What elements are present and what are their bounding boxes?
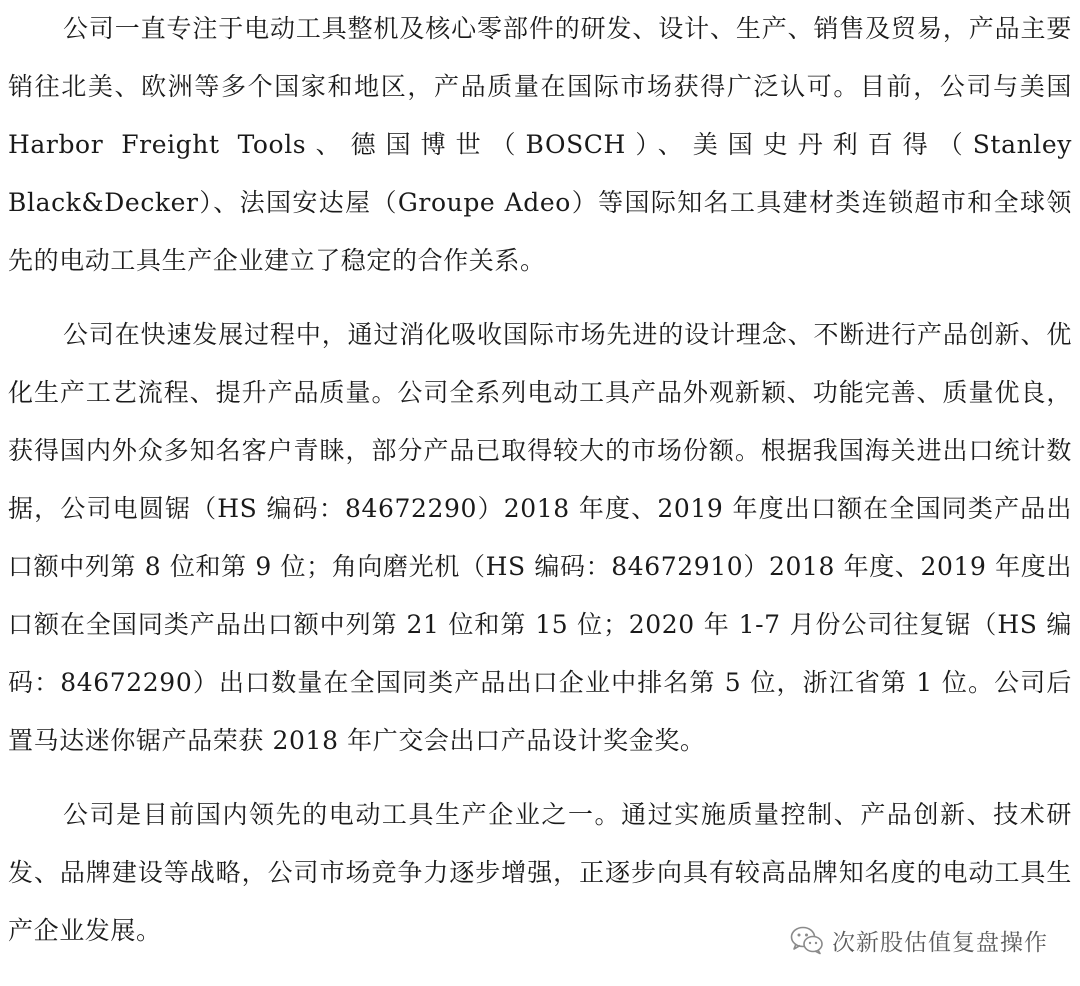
document-body	[8, 0, 1072, 960]
paragraph-market-share: 公司在快速发展过程中，通过消化吸收国际市场先进的设计理念、不断进行产品创新、优化生产工艺流程、提升产品质量。公司全系列电动工具产品外观新颖、功能完善、质量优良，获得国内外众多知名客户青睐，部分产品已取得较大的市场份额。根据我国海关进出口统计数据，公司电圆锯（HS 编码：84672290）2018 年度、2019 年度出口额在全国同类产品出口额中列第 8 位和第 9 位；角向磨光机（HS 编码：84672910）2018 年度、2019 年度出口额在全国同类产品出口额中列第 21 位和第 15 位；2020 年 1-7 月份公司往复锯（HS 编码：84672290）出口数量在全国同类产品出口企业中排名第 5 位，浙江省第 1 位。公司后置马达迷你锯产品荣获 2018 年广交会出口产品设计奖金奖。	[8, 320, 1072, 755]
paragraph-customers: 公司一直专注于电动工具整机及核心零部件的研发、设计、生产、销售及贸易，产品主要销往北美、欧洲等多个国家和地区，产品质量在国际市场获得广泛认可。目前，公司与美国 Harbor Freight Tools、德国博世（BOSCH）、美国史丹利百得（Stanley Black&Decker）、法国安达屋（Groupe Adeo）等国际知名工具建材类连锁超市和全球领先的电动工具生产企业建立了稳定的合作关系。	[8, 14, 1072, 275]
wechat-watermark	[788, 920, 1052, 960]
watermark-text: 次新股估值复盘操作	[832, 929, 1048, 956]
wechat-icon	[790, 925, 824, 955]
paragraph-strategy: 公司是目前国内领先的电动工具生产企业之一。通过实施质量控制、产品创新、技术研发、品牌建设等战略，公司市场竞争力逐步增强，正逐步向具有较高品牌知名度的电动工具生产企业发展。	[8, 800, 1072, 945]
